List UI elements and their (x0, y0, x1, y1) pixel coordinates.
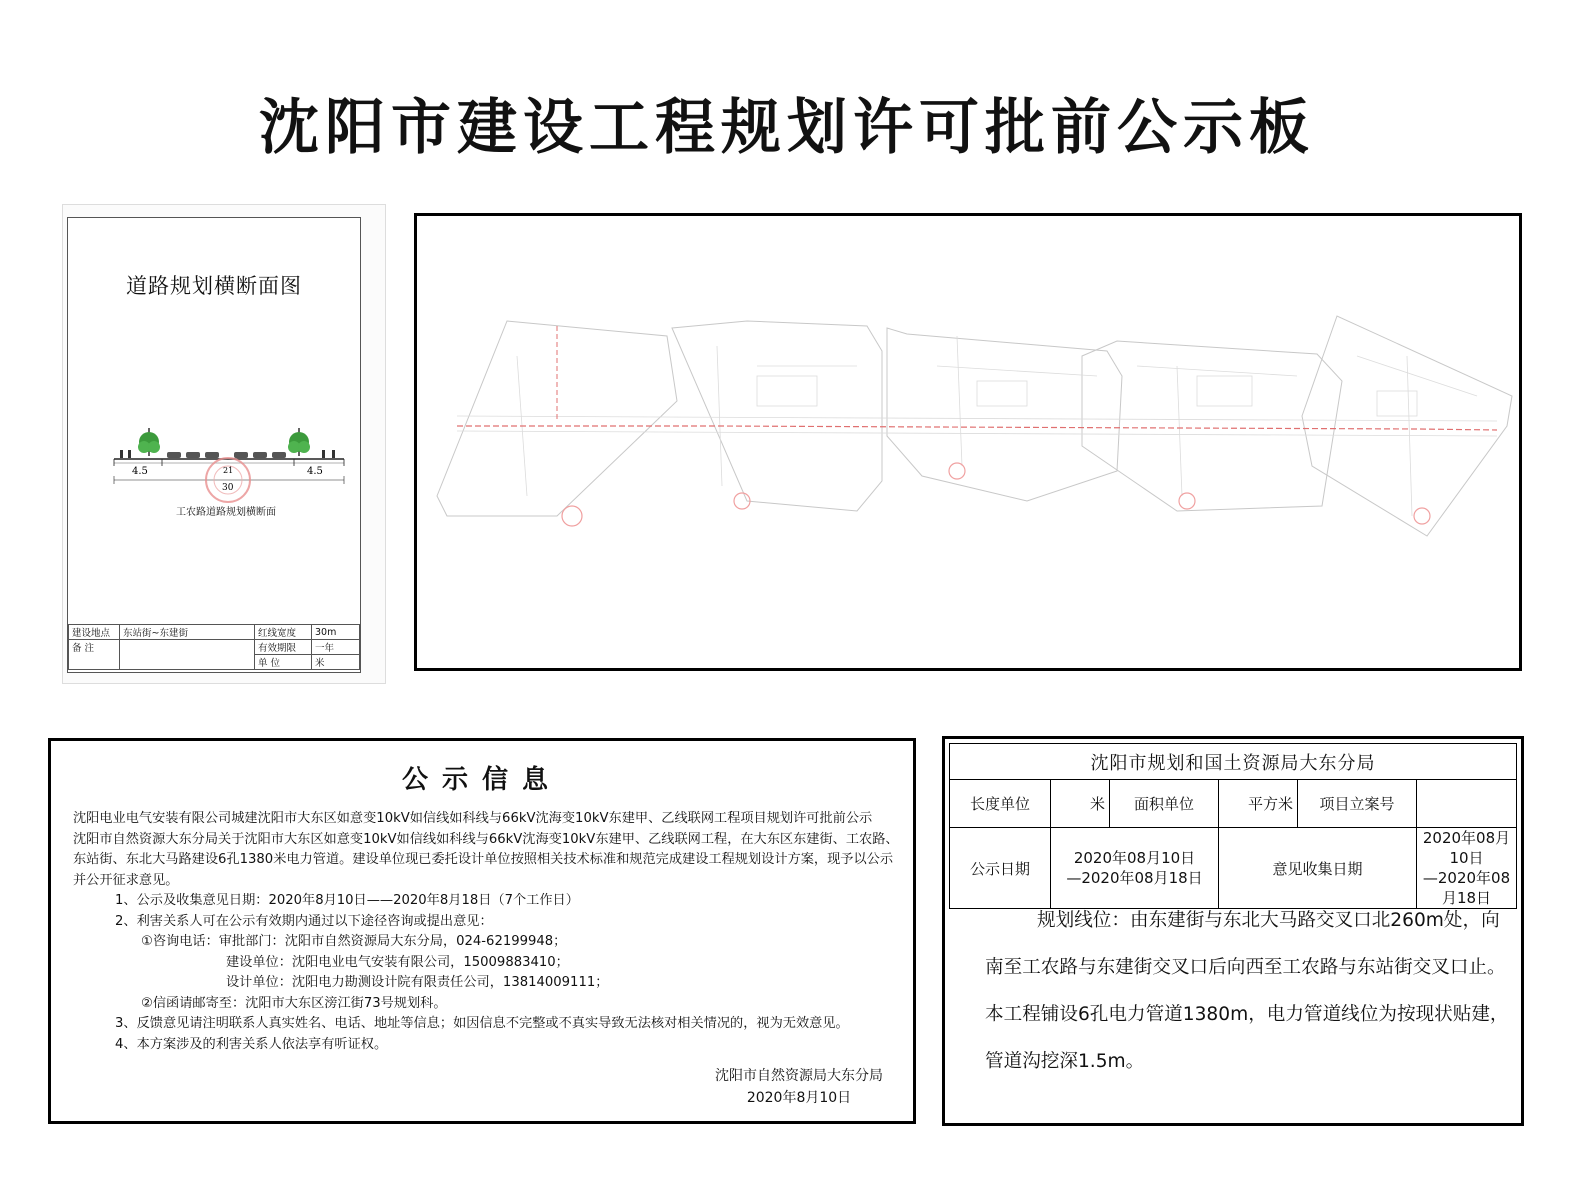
notice-body (73, 809, 903, 1055)
validity-label: 有效期限 (255, 640, 312, 655)
area-unit-label: 面积单位 (1110, 780, 1219, 828)
route-plan-drawing (417, 216, 1519, 668)
notice-date-to: —2020年08月18日 (1066, 869, 1203, 887)
unit-value: 米 (312, 655, 360, 670)
notice-intro-2: 沈阳市自然资源大东分局关于沈阳市大东区如意变10kV如信线如科线与66kV沈海变10kV东建甲、乙线联网工程，在大东区东建街、工农路、东站街、东北大马路建设6孔1380米电力管道。建设单位现已委托设计单位按照相关技术标准和规范完成建设工程规划设计方案，现予以公示并公开征求意见。 (73, 831, 899, 888)
area-unit-value: 平方米 (1219, 780, 1298, 828)
notice-item-2b: 建设单位：沈阳电业电气安装有限公司，15009883410； (226, 954, 569, 970)
page-title: 沈阳市建设工程规划许可批前公示板 (259, 93, 1315, 163)
dim-right: 4.5 (307, 466, 323, 477)
dim-left: 4.5 (132, 466, 148, 477)
location-label: 建设地点 (69, 625, 120, 640)
opinion-date-label: 意见收集日期 (1219, 828, 1417, 909)
notice-item-2a: ①咨询电话：审批部门：沈阳市自然资源局大东分局，024-62199948； (141, 934, 567, 949)
project-no-label: 项目立案号 (1298, 780, 1417, 828)
notice-item-2d: ②信函请邮寄至：沈阳市大东区滂江街73号规划科。 (141, 995, 447, 1011)
notice-date-label: 公示日期 (950, 828, 1051, 909)
unit-label: 单 位 (255, 655, 312, 670)
tree-right-icon (288, 428, 310, 456)
redline-value: 30m (312, 625, 360, 640)
notice-title: 公示信息 (401, 765, 562, 795)
map-sheet-2 (672, 321, 882, 511)
project-no-value (1417, 780, 1517, 828)
notice-sign-date: 2020年8月10日 (746, 1090, 852, 1106)
cross-section-sheet (62, 204, 386, 684)
notice-sign-org: 沈阳市自然资源局大东分局 (715, 1068, 883, 1084)
notice-item-3: 3、反馈意见请注明联系人真实姓名、电话、地址等信息；如因信息不完整或不真实导致无法核对相关情况的，视为无效意见。 (115, 1016, 849, 1031)
notice-date-from: 2020年08月10日 (1073, 849, 1196, 867)
panel-header: 沈阳市规划和国土资源局大东分局 (950, 744, 1517, 780)
location-value: 东站街~东建街 (120, 625, 255, 640)
opinion-date-from: 2020年08月10日 (1422, 829, 1511, 867)
notice-item-2c: 设计单位：沈阳电力勘测设计院有限责任公司，13814009111； (226, 975, 609, 990)
remark-value (120, 640, 255, 670)
notice-box (48, 738, 916, 1124)
length-unit-value: 米 (1051, 780, 1110, 828)
notice-item-1: 1、公示及收集意见日期：2020年8月10日——2020年8月18日（7个工作日） (115, 893, 579, 908)
remark-label: 备 注 (69, 640, 120, 670)
cross-section-drawing (112, 414, 352, 504)
cross-section-table (68, 624, 360, 670)
pipeline-route-line (457, 426, 1497, 430)
redline-label: 红线宽度 (255, 625, 312, 640)
dim-total: 30 (222, 483, 234, 493)
info-table (949, 743, 1517, 909)
validity-value: 一年 (312, 640, 360, 655)
notice-intro-1: 沈阳电业电气安装有限公司城建沈阳市大东区如意变10kV如信线如科线与66kV沈海变10kV东建甲、乙线联网工程项目规划许可批前公示 (73, 811, 873, 826)
cross-section-title: 道路规划横断面图 (126, 274, 302, 298)
map-sheet-4 (1082, 341, 1342, 511)
route-description: 规划线位：由东建街与东北大马路交叉口北260m处，向南至工农路与东建街交叉口后向西至工农路与东站街交叉口止。本工程铺设6孔电力管道1380m，电力管道线位为按现状贴建，管道沟挖深1.5m。 (985, 910, 1509, 1072)
notice-signature (715, 1065, 883, 1109)
opinion-date-to: —2020年08月18日 (1422, 869, 1511, 907)
dim-mid: 21 (223, 466, 234, 475)
length-unit-label: 长度单位 (950, 780, 1051, 828)
plan-drawing-frame (414, 213, 1522, 671)
seal-stamps-icon (562, 463, 1430, 526)
tree-left-icon (138, 428, 160, 456)
map-sheet-5 (1302, 316, 1512, 536)
cross-section-caption: 工农路道路规划横断面 (176, 507, 276, 518)
notice-item-2: 2、利害关系人可在公示有效期内通过以下途径咨询或提出意见： (115, 913, 493, 929)
info-panel (942, 736, 1524, 1126)
notice-item-4: 4、本方案涉及的利害关系人依法享有听证权。 (115, 1036, 388, 1052)
cross-section-frame (67, 217, 361, 673)
